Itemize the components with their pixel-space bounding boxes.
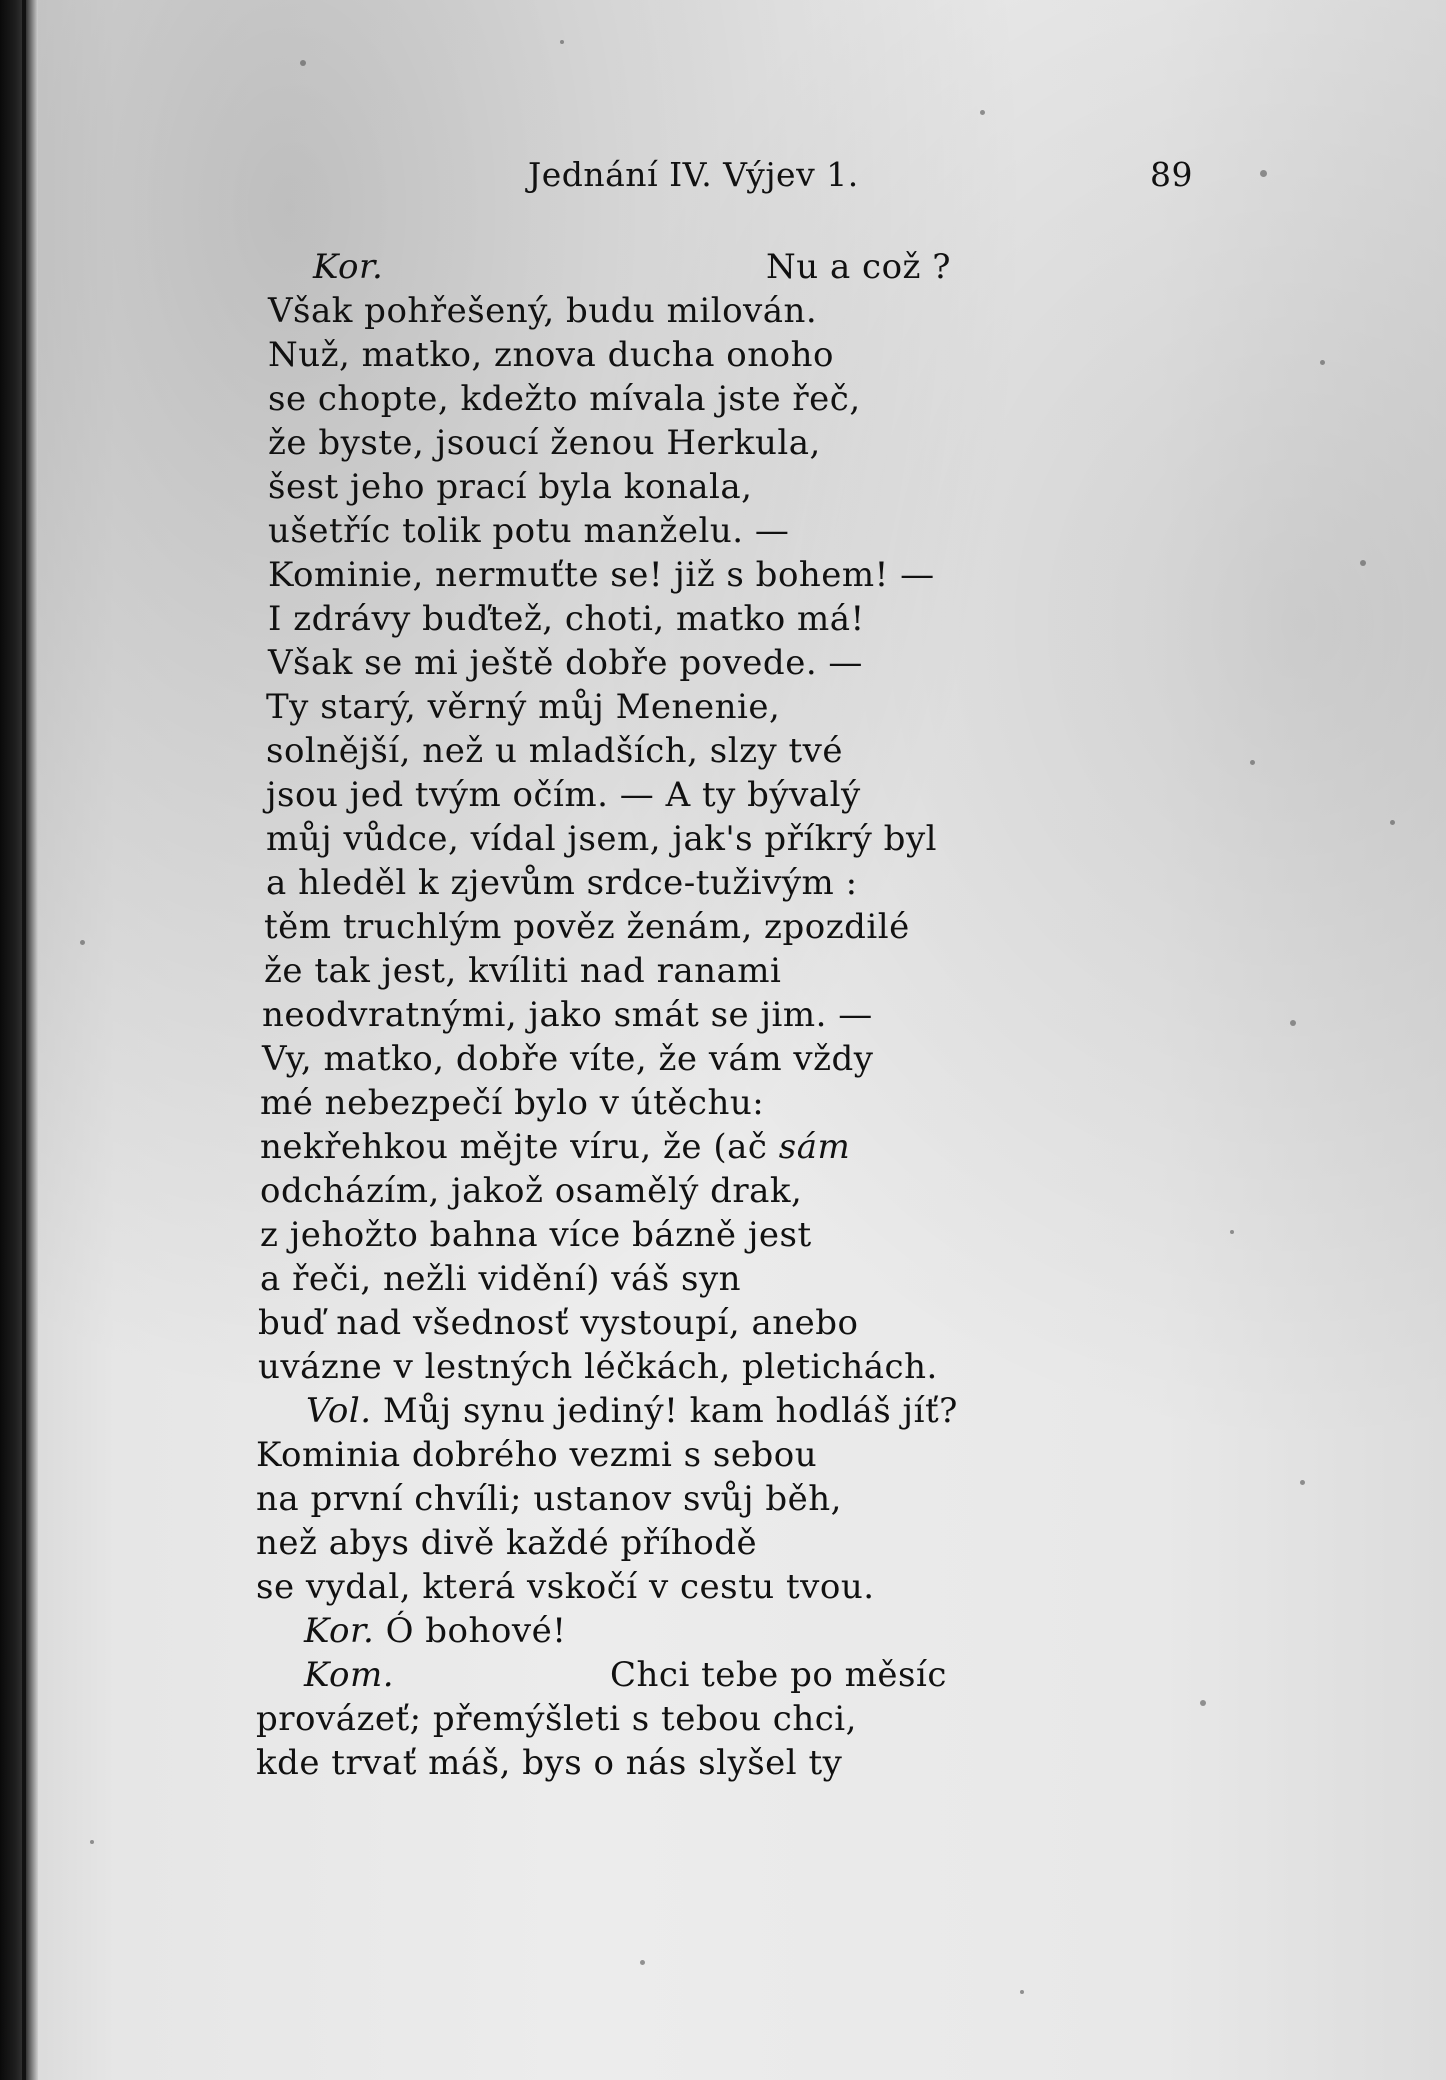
speaker-label: Vol. (306, 1391, 372, 1431)
verse-line: Ty starý, věrný můj Menenie, (266, 687, 781, 727)
verse-line: Chci tebe po měsíc (610, 1655, 947, 1695)
speaker-label: Kom. (304, 1655, 395, 1695)
verse-line (306, 1391, 958, 1431)
verse-line: že tak jest, kvíliti nad ranami (264, 951, 782, 991)
verse-line: uvázne v lestných léčkách, pletichách. (258, 1347, 938, 1387)
speaker-label: Kor. (313, 247, 384, 287)
page-number: 89 (1150, 155, 1193, 194)
verse-line (260, 1127, 850, 1167)
verse-line: ušetříc tolik potu manželu. — (268, 511, 790, 551)
verse-line: a řeči, nežli vidění) váš syn (260, 1259, 742, 1299)
verse-text: Můj synu jediný! kam hodláš jíť? (382, 1391, 958, 1431)
verse-line: Nu a což ? (766, 247, 951, 287)
verse-line: než abys divě každé příhodě (256, 1523, 758, 1563)
verse-line: Nuž, matko, znova ducha onoho (268, 335, 834, 375)
verse-line: solnější, než u mladších, slzy tvé (266, 731, 844, 771)
verse-line: těm truchlým pověz ženám, zpozdilé (264, 907, 910, 947)
verse-line: Však pohřešený, budu milován. (268, 291, 818, 331)
verse-line: buď nad všednosť vystoupí, anebo (258, 1303, 859, 1343)
verse-line: jsou jed tvým očím. — A ty bývalý (266, 775, 861, 815)
verse-line: můj vůdce, vídal jsem, jak's příkrý byl (266, 819, 938, 859)
verse-line (304, 1611, 566, 1651)
verse-line: se vydal, která vskočí v cestu tvou. (256, 1567, 875, 1607)
running-header: Jednání IV. Výjev 1. (528, 155, 859, 194)
verse-line: kde trvať máš, bys o nás slyšel ty (256, 1743, 843, 1783)
verse-text: nekřehkou mějte víru, že (ač (260, 1127, 779, 1167)
verse-line: provázeť; přemýšleti s tebou chci, (256, 1699, 857, 1739)
verse-line: I zdrávy buďtež, choti, matko má! (268, 599, 865, 639)
verse-line: na první chvíli; ustanov svůj běh, (256, 1479, 842, 1519)
verse-line: odcházím, jakož osamělý drak, (260, 1171, 803, 1211)
verse-line: neodvratnými, jako smát se jim. — (262, 995, 873, 1035)
speaker-label: Kor. (304, 1611, 375, 1651)
verse-line: se chopte, kdežto mívala jste řeč, (268, 379, 861, 419)
verse-line: a hleděl k zjevům srdce-tuživým : (266, 863, 858, 903)
emphasized-word: sám (778, 1127, 851, 1167)
verse-line: že byste, jsoucí ženou Herkula, (268, 423, 821, 463)
verse-line: Však se mi ještě dobře povede. — (268, 643, 863, 683)
verse-line: mé nebezpečí bylo v útěchu: (260, 1083, 765, 1123)
verse-line: Kominia dobrého vezmi s sebou (256, 1435, 818, 1475)
verse-line: Kominie, nermuťte se! již s bohem! — (268, 555, 935, 595)
verse-line: z jehožto bahna více bázně jest (260, 1215, 812, 1255)
verse-line: šest jeho prací byla konala, (268, 467, 753, 507)
verse-text: Ó bohové! (385, 1611, 567, 1651)
verse-line: Vy, matko, dobře víte, že vám vždy (262, 1039, 874, 1079)
